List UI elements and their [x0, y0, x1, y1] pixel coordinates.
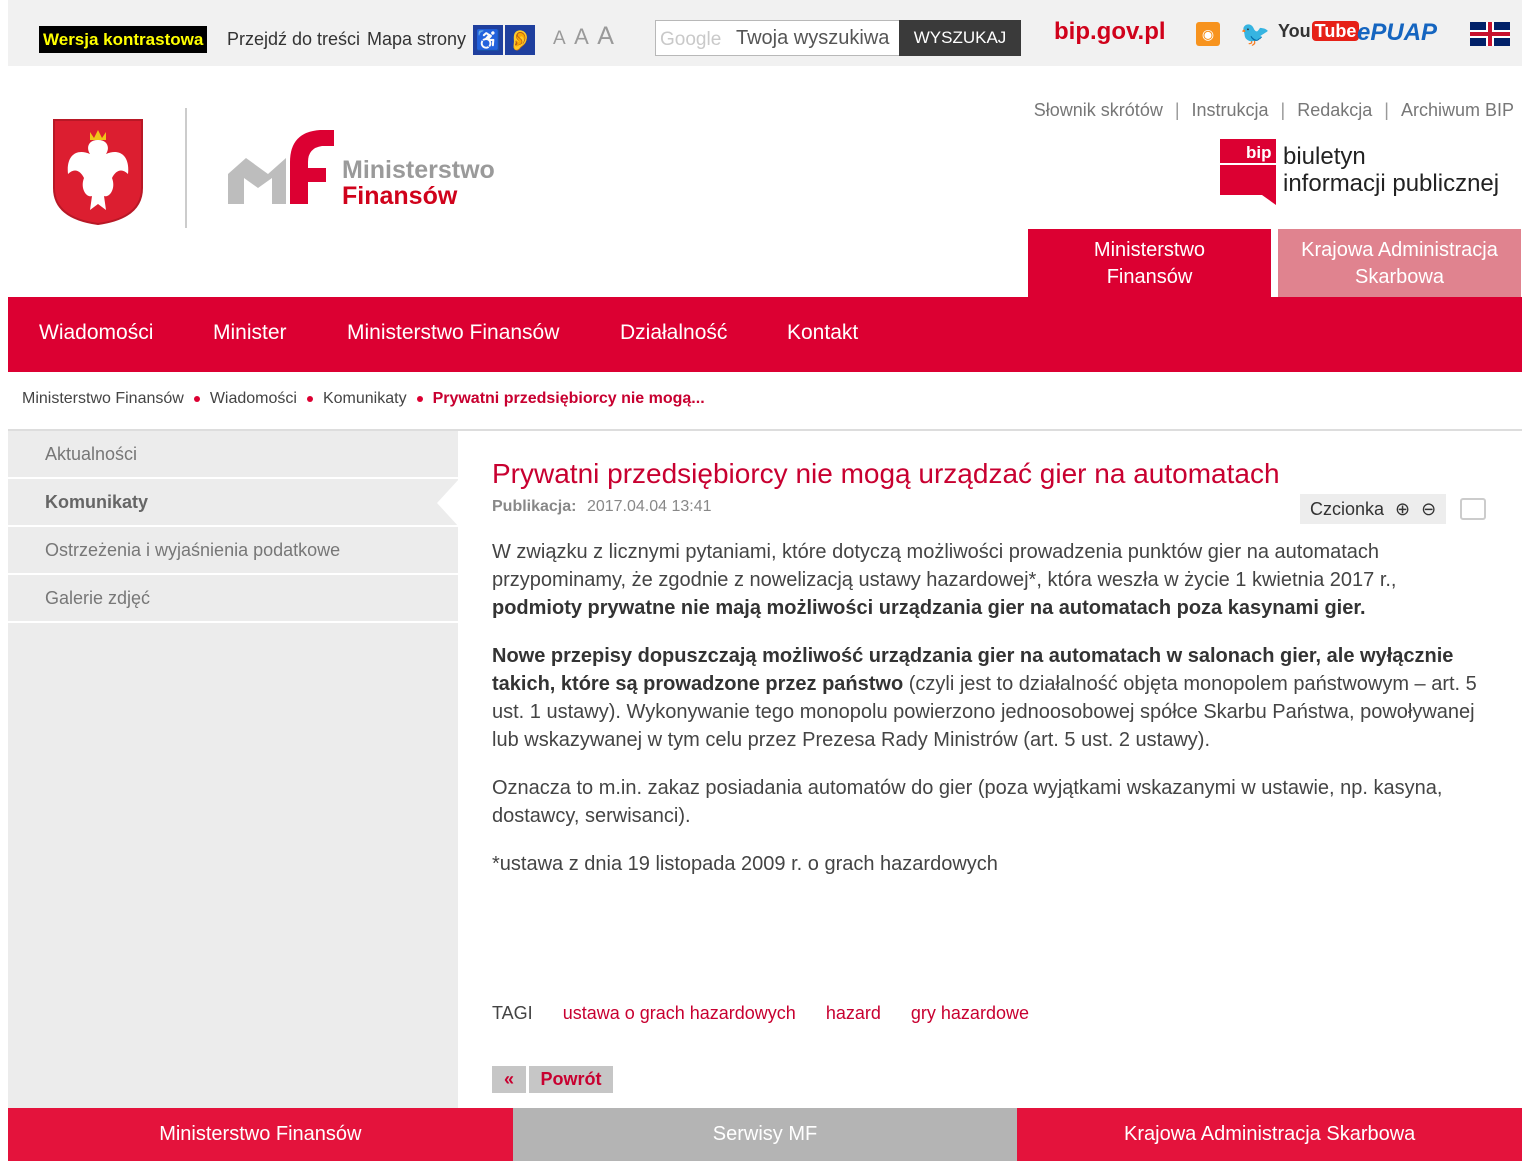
print-icon[interactable] — [1460, 498, 1486, 520]
skip-to-content-link[interactable]: Przejdź do treści — [227, 29, 361, 49]
rss-icon[interactable]: ◉ — [1196, 22, 1220, 46]
tab-kas-line1: Krajowa Administracja — [1301, 239, 1498, 261]
wheelchair-icon[interactable]: ♿ — [473, 25, 503, 55]
font-size-control — [1300, 494, 1446, 524]
bip-mark-text: bip — [1246, 143, 1272, 162]
article-body — [492, 538, 1487, 878]
tag-link[interactable]: gry hazardowe — [910, 1003, 1029, 1023]
sidebar-item-aktualnosci[interactable]: Aktualności — [8, 431, 458, 479]
nav-item-dzialalnosc[interactable]: Działalność — [620, 321, 728, 344]
paragraph-3: Oznacza to m.in. zakaz posiadania automatów do gier (poza wyjątkami wskazanymi w ustawie, np. kasyna, dostawcy, serwisanci). — [492, 777, 1443, 827]
tab-krajowa-administracja-skarbowa[interactable] — [1278, 229, 1521, 298]
sidebar-item-ostrzezenia[interactable]: Ostrzeżenia i wyjaśnienia podatkowe — [8, 527, 458, 575]
sidebar — [8, 431, 458, 1109]
breadcrumb-current: Prywatni przedsiębiorcy nie mogą... — [432, 390, 705, 407]
bip-archive-link[interactable]: Archiwum BIP — [1400, 100, 1514, 120]
paragraph-1 — [492, 538, 1487, 622]
epuap-link[interactable]: ePUAP — [1357, 19, 1438, 46]
publication-date: 2017.04.04 13:41 — [586, 498, 712, 515]
font-size-medium-button[interactable]: A — [574, 24, 589, 49]
accessibility-icons — [473, 25, 537, 55]
english-flag-icon[interactable] — [1470, 22, 1510, 46]
search-box — [655, 20, 1021, 56]
tag-link[interactable]: ustawa o grach hazardowych — [562, 1003, 796, 1023]
back-arrow-icon[interactable]: « — [492, 1066, 526, 1093]
breadcrumb-separator — [194, 396, 200, 402]
font-size-large-button[interactable]: A — [597, 22, 614, 50]
paragraph-2 — [492, 642, 1487, 754]
footer — [8, 1108, 1522, 1161]
back-control — [492, 1066, 613, 1093]
mf-logo-icon — [228, 128, 340, 204]
sidebar-item-komunikaty[interactable]: Komunikaty — [8, 479, 458, 527]
search-button[interactable]: WYSZUKAJ — [899, 20, 1021, 56]
contrast-version-link[interactable]: Wersja kontrastowa — [39, 26, 207, 53]
publication-row — [492, 498, 1487, 528]
editorial-link[interactable]: Redakcja — [1297, 100, 1373, 120]
bip-gov-link[interactable]: bip.gov.pl — [1054, 18, 1166, 45]
tab-ministerstwo-finansow[interactable] — [1028, 229, 1271, 298]
header-links: Słownik skrótów | Instrukcja | Redakcja | Archiwum BIP — [1033, 100, 1514, 120]
instructions-link[interactable]: Instrukcja — [1191, 100, 1269, 120]
tag-link[interactable]: hazard — [825, 1003, 881, 1023]
publication-label: Publikacja: — [492, 498, 577, 515]
article-title: Prywatni przedsiębiorcy nie mogą urządzać gier na automatach — [492, 458, 1280, 489]
nav-item-minister[interactable]: Minister — [213, 321, 287, 344]
paragraph-2-text: (czyli jest to działalność objęta monopolem państwowym – art. 5 ust. 1 ustawy). Wykonywanie tego monopolu powierzono jednoosobowej spółce Skarbu Państwa, powoływanej lub wskazywanej w tym celu przez Prezesa Rady Ministrów (art. 5 ust. 2 ustawy). — [492, 673, 1477, 751]
site-header — [8, 66, 1522, 298]
breadcrumb-separator — [417, 396, 423, 402]
bip-logo-line2: informacji publicznej — [1283, 170, 1500, 197]
font-size-small-button[interactable]: A — [553, 28, 566, 49]
google-logo: Google — [660, 29, 722, 50]
footer-link-mf[interactable]: Ministerstwo Finansów — [8, 1108, 513, 1161]
tags — [492, 1003, 1029, 1024]
breadcrumb — [22, 390, 705, 408]
font-size-switcher — [553, 22, 618, 51]
abbreviations-link[interactable]: Słownik skrótów — [1033, 100, 1163, 120]
paragraph-4-footnote: *ustawa z dnia 19 listopada 2009 r. o grach hazardowych — [492, 853, 998, 875]
tags-label: TAGI — [492, 1003, 533, 1023]
nav-item-ministerstwo-finansow[interactable]: Ministerstwo Finansów — [347, 321, 560, 344]
main-navigation — [8, 297, 1522, 372]
breadcrumb-item-komunikaty[interactable]: Komunikaty — [322, 390, 407, 407]
deaf-icon[interactable]: 👂 — [505, 25, 535, 55]
polish-emblem-icon — [52, 118, 144, 226]
header-divider — [185, 108, 187, 228]
youtube-icon[interactable] — [1278, 21, 1359, 42]
bip-flag-icon — [1220, 139, 1280, 205]
youtube-you-text: You — [1278, 21, 1311, 41]
tab-kas-line2: Skarbowa — [1355, 266, 1444, 288]
breadcrumb-separator — [307, 396, 313, 402]
top-utility-bar — [8, 0, 1522, 66]
font-control-label: Czcionka — [1310, 499, 1385, 519]
sitemap-link[interactable]: Mapa strony — [367, 29, 467, 49]
twitter-icon[interactable]: 🐦 — [1240, 21, 1270, 48]
paragraph-1-bold: podmioty prywatne nie mają możliwości urządzania gier na automatach poza kasynami gier. — [492, 597, 1366, 619]
breadcrumb-item-mf[interactable]: Ministerstwo Finansów — [22, 390, 184, 407]
nav-item-kontakt[interactable]: Kontakt — [787, 321, 859, 344]
paragraph-1-text: W związku z licznymi pytaniami, które dotyczą możliwości prowadzenia punktów gier na automatach przypominamy, że zgodnie z nowelizacją ustawy hazardowej*, która weszła w życie 1 kwietnia 2017 r., — [492, 541, 1397, 591]
nav-item-wiadomosci[interactable]: Wiadomości — [39, 321, 154, 344]
font-decrease-icon[interactable]: ⊖ — [1421, 499, 1437, 519]
bip-logo-line1: biuletyn — [1283, 143, 1366, 170]
tab-mf-line1: Ministerstwo — [1093, 239, 1206, 261]
article — [492, 458, 1487, 898]
font-increase-icon[interactable]: ⊕ — [1395, 499, 1411, 519]
search-input[interactable] — [736, 22, 896, 54]
mf-name-line1: Ministerstwo — [342, 156, 495, 184]
footer-link-serwisy[interactable]: Serwisy MF — [513, 1108, 1018, 1161]
breadcrumb-item-wiadomosci[interactable]: Wiadomości — [209, 390, 297, 407]
footer-link-kas[interactable]: Krajowa Administracja Skarbowa — [1017, 1108, 1522, 1161]
bip-logo[interactable] — [1220, 139, 1520, 205]
youtube-tube-text: Tube — [1312, 21, 1360, 41]
sidebar-item-galerie[interactable]: Galerie zdjęć — [8, 575, 458, 623]
mf-name-line2: Finansów — [342, 182, 458, 210]
tab-mf-line2: Finansów — [1106, 266, 1193, 288]
back-button[interactable]: Powrót — [529, 1066, 613, 1093]
paragraph-2-bold: Nowe przepisy dopuszczają możliwość urządzania gier na automatach w salonach gier, ale wyłącznie takich, które są prowadzone przez państwo — [492, 645, 1454, 695]
